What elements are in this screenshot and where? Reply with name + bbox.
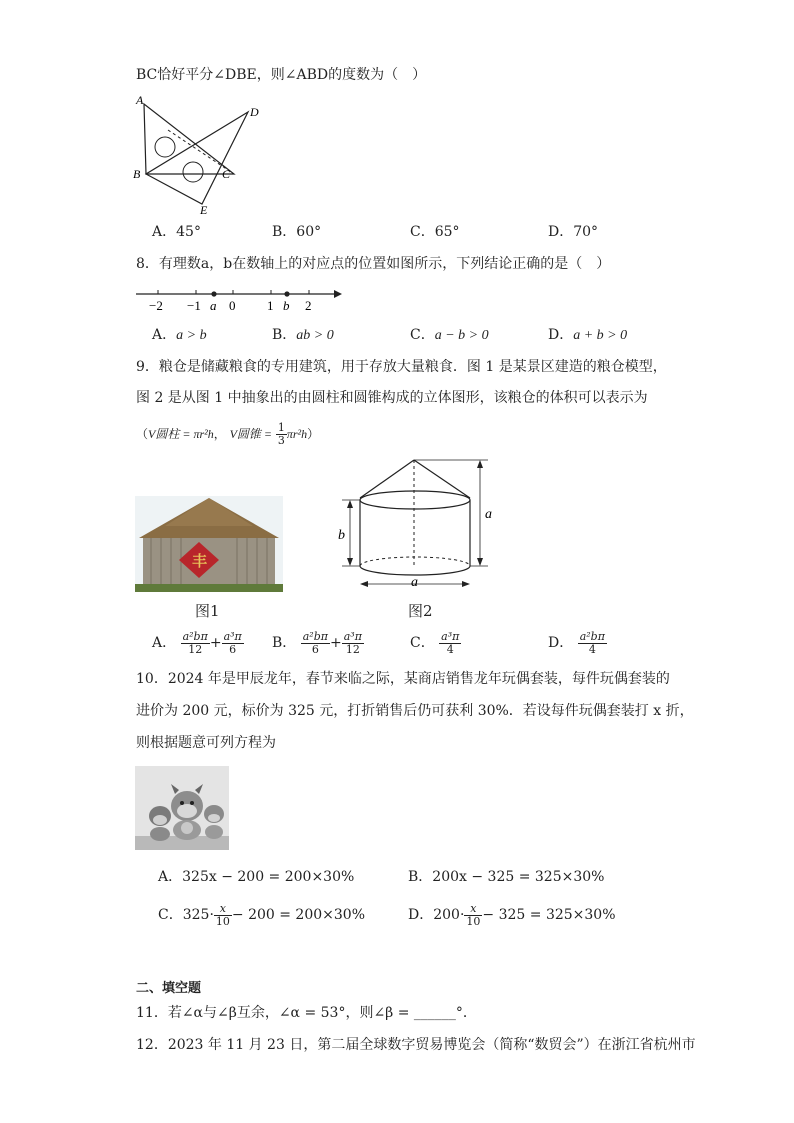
q10-option-a[interactable]: A．325x − 200 = 200×30% <box>158 869 355 885</box>
tick-label-neg1: −1 <box>187 298 201 313</box>
dragon-plush-photo <box>135 766 229 850</box>
q7-circle-1 <box>155 137 175 157</box>
tick-label-1: 1 <box>267 298 274 313</box>
point-label-a: a <box>210 298 217 313</box>
fig1-caption: 图1 <box>195 602 220 620</box>
label-height-b: b <box>338 528 345 543</box>
label-height-a: a <box>485 507 492 522</box>
q7-option-c[interactable]: C．65° <box>410 224 460 240</box>
q9-option-b[interactable]: B． $\frac{\text{a²bπ}}{6}$ + $\frac{\text{a³π}}{12}$ <box>272 629 362 656</box>
fengsign-character: 丰 <box>192 554 208 570</box>
q7-stem-tail: BC恰好平分∠DBE，则∠ABD的度数为（ ） <box>136 67 427 83</box>
q10-option-b[interactable]: B．200x − 325 = 325×30% <box>408 869 605 885</box>
q11-text: 11．若∠α与∠β互余，∠α = 53°，则∠β = ______°． <box>136 1005 477 1021</box>
label-b: B <box>133 167 141 181</box>
q10-line3: 则根据题意可列方程为 <box>136 735 276 751</box>
q10-line2: 进价为 200 元，标价为 325 元，打折销售后仍可获利 30%．若设每件玩偶套装打 x 折， <box>136 703 694 719</box>
q8-option-b[interactable]: B．ab > 0 <box>272 327 334 343</box>
q7-option-b[interactable]: B．60° <box>272 224 322 240</box>
q8-number-line <box>132 284 347 314</box>
tick-label-neg2: −2 <box>149 298 163 313</box>
q9-option-c[interactable]: C． $\frac{\text{a³π}}{4}$ <box>410 629 460 656</box>
cylinder-cone-figure <box>330 448 500 596</box>
q10-option-d[interactable]: D．200· $\frac{x}{10}$ − 325 = 325×30% <box>408 901 616 928</box>
section-title-fill-in: 二、填空题 <box>136 981 202 996</box>
granary-photo <box>135 496 283 592</box>
q8-option-d[interactable]: D．a + b > 0 <box>548 327 628 343</box>
label-diameter-a: a <box>411 575 418 590</box>
q9-line1: 9．粮仓是储藏粮食的专用建筑，用于存放大量粮食．图 1 是某景区建造的粮仓模型， <box>136 359 667 375</box>
q8-option-a[interactable]: A．a > b <box>152 327 207 343</box>
point-a <box>211 291 216 296</box>
q7-option-d[interactable]: D．70° <box>548 224 599 240</box>
label-e: E <box>200 203 208 217</box>
label-a: A <box>136 93 144 107</box>
q8-stem: 8．有理数a，b在数轴上的对应点的位置如图所示，下列结论正确的是（ ） <box>136 256 611 272</box>
q9-line2: 图 2 是从图 1 中抽象出的由圆柱和圆锥构成的立体图形，该粮仓的体积可以表示为 <box>136 390 648 406</box>
q7-option-a[interactable]: A．45° <box>152 224 201 240</box>
label-c: C <box>222 167 231 181</box>
axis-arrow <box>334 290 342 298</box>
q7-triangle-abc <box>144 104 234 174</box>
q9-volume-formula: （V圆柱 = πr²h， V圆锥 = $\frac{1}{3}$ πr²h） <box>136 421 320 447</box>
fig2-caption: 图2 <box>408 602 433 620</box>
q9-option-a[interactable]: A． $\frac{\text{a²bπ}}{12}$ + $\frac{\text{a³π}}{6}$ <box>152 629 242 656</box>
label-d: D <box>250 105 259 119</box>
q10-option-c[interactable]: C．325· $\frac{x}{10}$ − 200 = 200×30% <box>158 901 365 928</box>
q7-triangle-dbe <box>146 112 248 204</box>
q8-option-c[interactable]: C．a − b > 0 <box>410 327 489 343</box>
q10-line1: 10．2024 年是甲辰龙年，春节来临之际，某商店销售龙年玩偶套装，每件玩偶套装的 <box>136 671 670 687</box>
q7-triangle-figure <box>128 92 268 217</box>
point-label-b: b <box>283 298 290 313</box>
one-third-fraction: $\frac{1}{3}$ <box>277 421 285 447</box>
q9-option-d[interactable]: D． $\frac{\text{a²bπ}}{4}$ <box>548 629 605 656</box>
q12-text: 12．2023 年 11 月 23 日，第二届全球数字贸易博览会（简称“数贸会”）在浙江省杭州市 <box>136 1037 696 1053</box>
tick-label-2: 2 <box>305 298 312 313</box>
point-b <box>284 291 289 296</box>
q7-circle-2 <box>183 162 203 182</box>
tick-label-0: 0 <box>229 298 236 313</box>
